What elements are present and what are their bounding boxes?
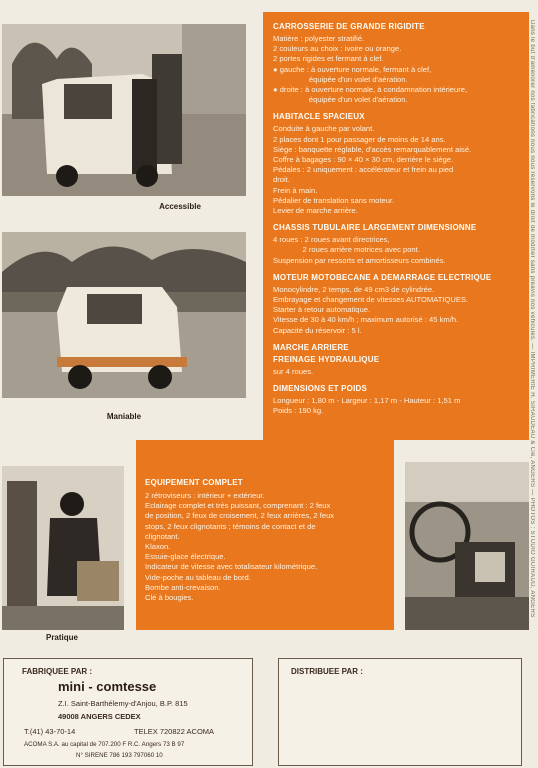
equipment-line: Clé à bougies. xyxy=(145,593,194,603)
section-title: FREINAGE HYDRAULIQUE xyxy=(273,354,380,364)
equipment-line: Bombe anti-crevaison. xyxy=(145,582,221,592)
spec-line: droit. xyxy=(273,175,290,185)
distributor-box xyxy=(278,658,522,766)
photo-dashboard xyxy=(405,462,529,630)
maker-company: ACOMA S.A. au capital de 707.200 F R.C. Angers 73 B 97 xyxy=(24,741,185,748)
section-title: MOTEUR MOTOBECANE A DEMARRAGE ELECTRIQUE xyxy=(273,272,492,282)
maker-telex: TELEX 720822 ACOMA xyxy=(134,727,215,736)
side-note: Dans le but d'améliorer nos fabrications nous nous réservons le droit de modifier sans préavis nos véhicules. — IMPRIMERIE H. SIRAUDEAU & Cie, ANGERS — PHOTOS : STUDIO GUIRAUD, ANGERS xyxy=(529,20,535,618)
spec-line: Poids : 190 kg. xyxy=(273,406,324,416)
spec-line: sur 4 roues. xyxy=(273,366,314,376)
spec-line: ● droite : à ouverture normale, à condamnation intérieure, xyxy=(273,85,468,95)
spec-line: Starter à retour automatique. xyxy=(273,305,371,315)
maker-address1: Z.I. Saint-Barthélemy-d'Anjou, B.P. 815 xyxy=(58,699,188,708)
caption-pratique: Pratique xyxy=(45,633,78,642)
maker-brand: mini - comtesse xyxy=(58,679,157,694)
photo-maniable xyxy=(2,232,246,398)
spec-line: Monocylindre, 2 temps, de 49 cm3 de cylindrée. xyxy=(273,284,435,294)
maker-phone: T.(41) 43-70-14 xyxy=(24,727,76,736)
spec-line: Suspension par ressorts et amortisseurs combinés. xyxy=(273,255,446,265)
caption-accessible: Accessible xyxy=(159,202,201,211)
maker-heading: FABRIQUEE PAR : xyxy=(22,667,93,676)
spec-line: Frein à main. xyxy=(273,185,318,195)
specs-sections xyxy=(273,22,529,416)
spec-line: ● gauche : à ouverture normale, fermant à clef, xyxy=(273,64,432,74)
spec-line: 2 roues arrière motrices avec pont. xyxy=(273,245,420,255)
maker-box xyxy=(3,658,253,766)
spec-line: Longueur : 1,80 m - Largeur : 1,17 m - Hauteur : 1,51 m xyxy=(273,396,461,406)
spec-line: 2 places dont 1 pour passager de moins de 14 ans. xyxy=(273,134,446,144)
spec-line: Capacité du réservoir : 5 l. xyxy=(273,325,362,335)
equipment-line: de position, 2 feux de croisement, 2 feux arrières, 2 feux xyxy=(145,511,335,521)
equipment-line: Essuie-glace électrique. xyxy=(145,552,226,562)
equipment-line: Klaxon. xyxy=(145,542,171,552)
spec-line: 4 roues : 2 roues avant directrices, xyxy=(273,235,390,245)
section-title: MARCHE ARRIERE xyxy=(273,342,349,352)
distributor-heading: DISTRIBUEE PAR : xyxy=(291,667,363,676)
equipment-line: 2 rétroviseurs : intérieur + extérieur. xyxy=(145,491,265,500)
equipment-line: Indicateur de vitesse avec totalisateur kilométrique. xyxy=(145,562,318,572)
photo-pratique xyxy=(2,466,124,630)
caption-maniable: Maniable xyxy=(106,412,142,421)
spec-line: Levier de marche arrière. xyxy=(273,206,358,216)
equipment-line: Eclairage complet et très puissant, comprenant : 2 feux xyxy=(145,501,331,511)
equipment-panel xyxy=(136,440,394,630)
specs-panel xyxy=(263,12,529,440)
spec-line: 2 couleurs au choix : ivoire ou orange. xyxy=(273,44,402,54)
spec-line: Siège : banquette réglable, d'accès remarquablement aisé. xyxy=(273,144,472,154)
photo-accessible xyxy=(2,24,246,196)
section-title: HABITACLE SPACIEUX xyxy=(273,112,365,122)
equipment-title: EQUIPEMENT COMPLET xyxy=(145,478,243,487)
spec-line: Conduite à gauche par volant. xyxy=(273,124,375,134)
equipment-line: clignotant. xyxy=(145,531,180,541)
section-title: CARROSSERIE DE GRANDE RIGIDITE xyxy=(273,22,425,31)
spec-line: Pédalier de translation sans moteur. xyxy=(273,195,395,205)
spec-line: équipée d'un volet d'aération. xyxy=(273,95,408,105)
maker-siren: N° SIRENE 786 193 797060 10 xyxy=(76,752,163,759)
section-title: CHASSIS TUBULAIRE LARGEMENT DIMENSIONNE xyxy=(273,223,477,233)
spec-line: Coffre à bagages : 90 × 40 × 30 cm, derrière le siège. xyxy=(273,155,454,165)
section-title: DIMENSIONS ET POIDS xyxy=(273,384,368,394)
equipment-lines xyxy=(145,491,394,603)
spec-line: Pédales : 2 uniquement : accélérateur et frein au pied xyxy=(273,165,454,175)
spec-line: Vitesse de 30 à 40 km/h ; maximum autorisé : 45 km/h. xyxy=(273,315,459,325)
maker-address2: 49008 ANGERS CEDEX xyxy=(58,712,141,721)
spec-line: Matière : polyester stratifié. xyxy=(273,34,365,43)
spec-line: 2 portes rigides et fermant à clef. xyxy=(273,54,384,64)
spec-line: Embrayage et changement de vitesses AUTOMATIQUES. xyxy=(273,295,469,305)
equipment-line: stops, 2 feux clignotants ; témoins de contact et de xyxy=(145,521,316,531)
equipment-line: Vide-poche au tableau de bord. xyxy=(145,572,251,582)
spec-line: équipée d'un volet d'aération. xyxy=(273,74,408,84)
